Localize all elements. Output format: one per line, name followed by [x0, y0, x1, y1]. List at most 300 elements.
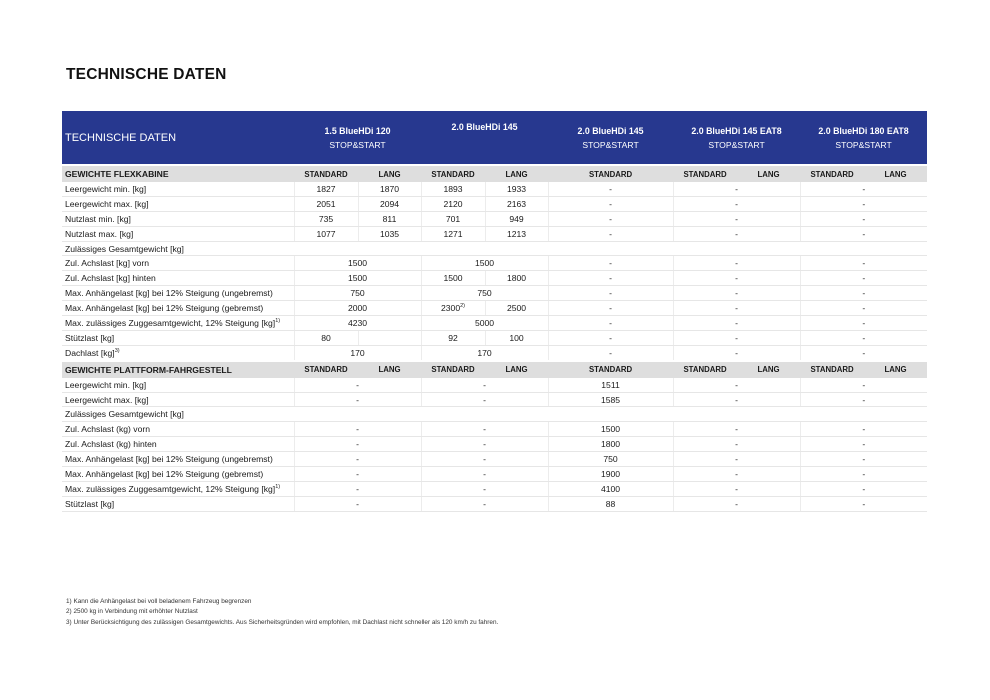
engine-name: 2.0 BlueHDi 145 EAT8 [691, 125, 782, 136]
section-header-flexkabine [62, 165, 927, 182]
value-cell [548, 392, 673, 407]
cell-value: - [735, 347, 738, 358]
table-header-label: TECHNISCHE DATEN [62, 111, 294, 165]
cell-value: 1500 [443, 273, 463, 284]
value-cell [548, 286, 673, 301]
col-standard: STANDARD [800, 165, 864, 182]
value-cell [421, 211, 485, 226]
value-cell [800, 378, 927, 392]
value-cell [673, 392, 800, 407]
cell-value: Zul. Achslast (kg) vorn [65, 424, 151, 435]
cell-value: - [735, 379, 738, 390]
row-label [62, 378, 294, 392]
value-cell [548, 481, 673, 496]
table-row [62, 226, 927, 241]
cell-value: - [862, 303, 866, 314]
col-standard: STANDARD [421, 361, 485, 378]
value-cell [294, 345, 421, 360]
engine-header [421, 111, 548, 165]
cell-value: - [356, 424, 359, 435]
cell-value: - [609, 198, 612, 209]
col-standard: STANDARD [294, 361, 358, 378]
cell-value: 2163 [506, 198, 527, 209]
cell-value: 1933 [506, 183, 527, 194]
value-cell [673, 286, 800, 301]
cell-value: 701 [445, 213, 461, 224]
cell-value: - [356, 454, 359, 465]
cell-value: 2500 [506, 303, 527, 314]
value-cell [421, 196, 485, 211]
engine-name: 2.0 BlueHDi 180 EAT8 [818, 125, 909, 136]
col-standard: STANDARD [548, 361, 673, 378]
cell-value: - [862, 498, 866, 509]
value-cell [294, 286, 421, 301]
value-cell [673, 301, 800, 316]
value-cell [358, 182, 421, 196]
value-cell [800, 226, 927, 241]
row-label [62, 301, 294, 316]
col-lang: LANG [485, 165, 548, 182]
row-label [62, 407, 294, 422]
value-cell [294, 211, 358, 226]
cell-value: - [862, 347, 866, 358]
value-cell [421, 286, 548, 301]
value-cell [421, 226, 485, 241]
col-lang: LANG [864, 361, 927, 378]
cell-value: Leergewicht min. [kg] [65, 379, 147, 390]
cell-value: - [356, 394, 359, 405]
value-cell [673, 330, 800, 345]
footnotes [66, 597, 498, 628]
cell-value: - [609, 258, 612, 269]
cell-value: - [735, 332, 738, 343]
engine-header [294, 111, 421, 165]
flexkabine-section [62, 165, 927, 361]
cell-value: Stützlast [kg] [65, 498, 115, 509]
value-cell [800, 481, 927, 496]
table-header-row [62, 111, 927, 165]
cell-value: 4230 [347, 317, 368, 328]
cell-value: - [735, 468, 738, 479]
value-cell [421, 378, 548, 392]
table-row [62, 467, 927, 482]
value-cell [548, 256, 673, 271]
table-row [62, 422, 927, 437]
cell-value: - [609, 332, 612, 343]
cell-value: Max. Anhängelast [kg] bei 12% Steigung (gebremst) [65, 303, 264, 314]
value-cell [294, 496, 421, 511]
cell-value: - [483, 454, 486, 465]
cell-value: Max. Anhängelast [kg] bei 12% Steigung (ungebremst) [65, 454, 273, 465]
section-heading: GEWICHTE FLEXKABINE [62, 165, 294, 182]
value-cell [800, 182, 927, 196]
cell-value: - [483, 498, 486, 509]
value-cell [421, 392, 548, 407]
value-cell [673, 256, 800, 271]
row-label [62, 422, 294, 437]
value-cell [421, 452, 548, 467]
table-row [62, 196, 927, 211]
footnote: 1) Kann die Anhängelast bei voll beladenem Fahrzeug begrenzen [66, 598, 252, 605]
engine-header [673, 111, 800, 165]
cell-value: Max. Anhängelast [kg] bei 12% Steigung (gebremst) [65, 468, 264, 479]
cell-value: - [735, 273, 738, 284]
cell-value: - [735, 317, 738, 328]
value-cell [673, 481, 800, 496]
value-cell [485, 271, 548, 286]
engine-header [800, 111, 927, 165]
cell-value: - [609, 317, 612, 328]
value-cell [673, 422, 800, 437]
value-cell [294, 301, 421, 316]
cell-value: 5000 [474, 317, 495, 328]
cell-value: - [862, 213, 866, 224]
value-cell [548, 226, 673, 241]
row-label [62, 226, 294, 241]
cell-value: 92 [448, 332, 458, 343]
cell-value: 1035 [379, 228, 400, 239]
value-cell [800, 392, 927, 407]
value-cell [421, 467, 548, 482]
cell-value: Zul. Achslast [kg] hinten [65, 273, 156, 284]
value-cell [800, 196, 927, 211]
specs-table [62, 111, 927, 512]
cell-value: 170 [477, 347, 492, 358]
cell-value: - [735, 258, 738, 269]
footnote-marker: 3) [114, 347, 120, 354]
value-cell [800, 330, 927, 345]
value-cell [800, 301, 927, 316]
cell-value: - [609, 347, 612, 358]
table-row [62, 241, 927, 256]
cell-value: 949 [509, 213, 524, 224]
cell-value: 1893 [443, 183, 463, 194]
cell-value: - [862, 273, 866, 284]
cell-value: 2094 [379, 198, 400, 209]
row-label [62, 316, 294, 331]
cell-value: - [862, 198, 866, 209]
cell-value: Nutzlast max. [kg] [65, 228, 134, 239]
row-label [62, 330, 294, 345]
value-cell [673, 437, 800, 452]
table-row [62, 392, 927, 407]
cell-value: 1500 [600, 424, 621, 435]
engine-sub: STOP&START [835, 139, 892, 150]
cell-value: Max. zulässiges Zuggesamtgewicht, 12% Steigung [kg] [65, 317, 276, 328]
page-title: TECHNISCHE DATEN [66, 66, 227, 83]
value-cell [485, 226, 548, 241]
value-cell [421, 301, 485, 316]
cell-value: Max. zulässiges Zuggesamtgewicht, 12% Steigung [kg] [65, 483, 276, 494]
cell-value: - [735, 198, 738, 209]
cell-value: - [609, 288, 612, 299]
cell-value: 750 [603, 454, 618, 465]
cell-value: 1500 [347, 273, 368, 284]
cell-value: - [356, 483, 359, 494]
cell-value: Nutzlast min. [kg] [65, 213, 131, 224]
cell-value: - [862, 183, 866, 194]
cell-value: - [483, 424, 486, 435]
value-cell [294, 481, 421, 496]
col-lang: LANG [864, 165, 927, 182]
cell-value: 1213 [506, 228, 527, 239]
table-row [62, 330, 927, 345]
row-label [62, 256, 294, 271]
value-cell [800, 496, 927, 511]
value-cell [800, 211, 927, 226]
cell-value: - [356, 498, 359, 509]
value-cell [800, 452, 927, 467]
row-label [62, 392, 294, 407]
cell-value: 1870 [379, 183, 400, 194]
col-standard: STANDARD [673, 361, 737, 378]
value-cell [294, 330, 358, 345]
cell-value: - [735, 483, 738, 494]
cell-value: 2300 [441, 303, 461, 314]
value-cell [421, 271, 485, 286]
cell-value: - [483, 468, 486, 479]
cell-value: - [735, 228, 738, 239]
cell-value: 750 [350, 288, 365, 299]
cell-value: - [862, 394, 866, 405]
cell-value: - [862, 424, 866, 435]
value-cell [421, 256, 548, 271]
value-cell [673, 345, 800, 360]
value-cell [548, 211, 673, 226]
value-cell [673, 182, 800, 196]
table-row [62, 256, 927, 271]
value-cell [673, 211, 800, 226]
col-standard: STANDARD [294, 165, 358, 182]
cell-value: Dachlast [kg] [65, 347, 115, 358]
cell-value: 1500 [474, 258, 495, 269]
cell-value: - [862, 439, 866, 450]
cell-value: Max. Anhängelast [kg] bei 12% Steigung (ungebremst) [65, 288, 273, 299]
value-cell [358, 330, 421, 345]
row-label [62, 286, 294, 301]
value-cell [294, 316, 421, 331]
row-label [62, 182, 294, 196]
cell-value: - [356, 439, 359, 450]
engine-name: 2.0 BlueHDi 145 [577, 125, 644, 136]
cell-value: - [356, 468, 359, 479]
value-cell [673, 496, 800, 511]
value-cell [485, 196, 548, 211]
value-cell [800, 256, 927, 271]
value-cell [294, 271, 421, 286]
row-label [62, 467, 294, 482]
value-cell [673, 316, 800, 331]
value-cell [800, 437, 927, 452]
table-row [62, 437, 927, 452]
cell-value: - [483, 379, 486, 390]
value-cell [294, 196, 358, 211]
footnote: 3) Unter Berücksichtigung des zulässigen Gesamtgewichts. Aus Sicherheitsgründen wird empfohlen, mit Dachlast nicht schneller als 120 km/h zu fahren. [66, 618, 499, 626]
value-cell [294, 256, 421, 271]
engine-sub: STOP&START [582, 139, 639, 150]
value-cell [421, 330, 485, 345]
engine-sub: STOP&START [708, 139, 765, 150]
section-header-plattform [62, 361, 927, 378]
cell-value: - [735, 439, 738, 450]
cell-value: 100 [509, 332, 524, 343]
cell-value: - [862, 483, 866, 494]
cell-value: - [862, 468, 866, 479]
engine-name: 1.5 BlueHDi 120 [324, 125, 391, 136]
cell-value: 1077 [316, 228, 336, 239]
cell-value: 4100 [600, 483, 621, 494]
cell-value: - [862, 379, 866, 390]
footnote-marker: 2) [460, 303, 466, 310]
value-cell [485, 330, 548, 345]
value-cell [294, 452, 421, 467]
cell-value: 735 [318, 213, 334, 224]
value-cell [421, 481, 548, 496]
table-row [62, 301, 927, 316]
value-cell [548, 182, 673, 196]
cell-value: - [862, 454, 866, 465]
value-cell [421, 316, 548, 331]
cell-value: - [735, 454, 738, 465]
cell-value: - [609, 228, 612, 239]
cell-value: - [735, 183, 738, 194]
value-cell [421, 437, 548, 452]
table-row [62, 182, 927, 196]
cell-value: 1511 [601, 379, 620, 390]
cell-value: Leergewicht max. [kg] [65, 394, 149, 405]
cell-value: Zul. Achslast [kg] vorn [65, 258, 150, 269]
value-cell [294, 437, 421, 452]
engine-sub: STOP&START [329, 139, 386, 150]
cell-value: Zul. Achslast (kg) hinten [65, 439, 157, 450]
value-cell [358, 226, 421, 241]
plattform-section [62, 361, 927, 512]
cell-value: 1500 [347, 258, 368, 269]
table-row [62, 345, 927, 360]
cell-value: - [356, 379, 359, 390]
cell-value: - [735, 424, 738, 435]
cell-value: 1585 [600, 394, 621, 405]
col-lang: LANG [358, 361, 421, 378]
row-label [62, 345, 294, 360]
cell-value: Stützlast [kg] [65, 332, 115, 343]
table-row [62, 407, 927, 422]
cell-value: 2051 [316, 198, 336, 209]
empty-cell [294, 407, 927, 422]
value-cell [294, 392, 421, 407]
col-standard: STANDARD [673, 165, 737, 182]
value-cell [800, 467, 927, 482]
footnote-marker: 1) [275, 484, 281, 490]
row-label [62, 211, 294, 226]
table-row [62, 481, 927, 496]
cell-value: 2120 [443, 198, 463, 209]
cell-value: - [862, 332, 866, 343]
value-cell [358, 211, 421, 226]
cell-value: - [483, 439, 486, 450]
row-label [62, 271, 294, 286]
footnote: 2) 2500 kg in Verbindung mit erhöhter Nutzlast [66, 608, 198, 616]
value-cell [673, 271, 800, 286]
cell-value: - [483, 483, 486, 494]
cell-value: - [862, 317, 866, 328]
value-cell [673, 196, 800, 211]
value-cell [294, 226, 358, 241]
empty-cell [294, 241, 927, 256]
value-cell [548, 345, 673, 360]
value-cell [673, 467, 800, 482]
cell-value: 2000 [347, 303, 368, 314]
cell-value: Leergewicht min. [kg] [65, 183, 147, 194]
col-standard: STANDARD [548, 165, 673, 182]
cell-value: - [609, 273, 612, 284]
table-row [62, 286, 927, 301]
cell-value: 170 [350, 347, 365, 358]
value-cell [358, 196, 421, 211]
value-cell [485, 182, 548, 196]
cell-value: - [862, 228, 866, 239]
value-cell [548, 467, 673, 482]
value-cell [800, 271, 927, 286]
col-lang: LANG [358, 165, 421, 182]
cell-value: - [609, 183, 612, 194]
cell-value: - [483, 394, 486, 405]
cell-value: - [735, 213, 738, 224]
col-standard: STANDARD [421, 165, 485, 182]
cell-value: 1827 [316, 183, 336, 194]
table-row [62, 378, 927, 392]
cell-value: 1900 [600, 468, 621, 479]
value-cell [294, 422, 421, 437]
cell-value: - [609, 303, 612, 314]
value-cell [800, 422, 927, 437]
value-cell [294, 467, 421, 482]
table-row [62, 271, 927, 286]
cell-value: 1800 [600, 439, 621, 450]
engine-header [548, 111, 673, 165]
cell-value: 750 [477, 288, 492, 299]
value-cell [548, 330, 673, 345]
value-cell [800, 316, 927, 331]
footnote-marker: 1) [275, 318, 281, 325]
value-cell [294, 378, 421, 392]
row-label [62, 481, 294, 496]
table-row [62, 452, 927, 467]
value-cell [548, 496, 673, 511]
row-label [62, 452, 294, 467]
value-cell [548, 271, 673, 286]
cell-value: - [862, 288, 866, 299]
value-cell [294, 182, 358, 196]
cell-value: Zulässiges Gesamtgewicht [kg] [65, 243, 184, 254]
value-cell [421, 422, 548, 437]
table-row [62, 316, 927, 331]
value-cell [800, 345, 927, 360]
value-cell [548, 437, 673, 452]
cell-value: 811 [382, 213, 397, 224]
cell-value: - [735, 498, 738, 509]
value-cell [421, 182, 485, 196]
value-cell [548, 452, 673, 467]
value-cell [485, 211, 548, 226]
section-heading: GEWICHTE PLATTFORM-FAHRGESTELL [62, 361, 294, 378]
col-lang: LANG [737, 165, 800, 182]
cell-value: 1271 [443, 228, 463, 239]
value-cell [548, 301, 673, 316]
cell-value: 80 [321, 332, 331, 343]
value-cell [548, 316, 673, 331]
value-cell [673, 378, 800, 392]
